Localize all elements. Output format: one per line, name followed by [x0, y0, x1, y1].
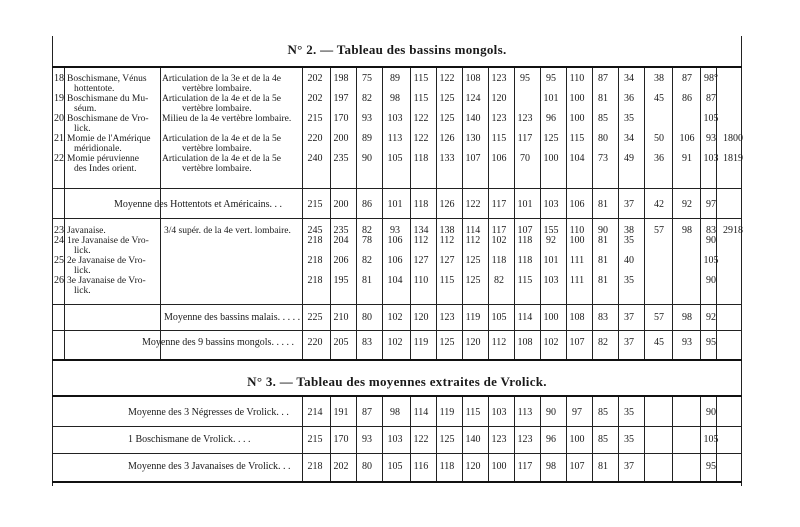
table3-rule-top — [52, 395, 742, 397]
table3-row-cell: 85 — [598, 407, 608, 418]
row-separator — [52, 426, 742, 427]
subject-name: Momie péruvienne — [67, 154, 140, 164]
table2-row-cell: 218 — [307, 275, 323, 286]
subject-name: méridionale. — [74, 144, 122, 154]
table2-row-cell: 90 — [706, 235, 716, 246]
page-rule-bottom — [52, 481, 742, 483]
row-number: 19 — [54, 93, 64, 104]
table2-row-cell: 112 — [465, 235, 481, 246]
table2-row-cell: 105 — [387, 153, 403, 164]
subject-name: séum. — [74, 104, 97, 114]
table2-row-cell: 115 — [517, 275, 533, 286]
table2-row-cell: 110 — [413, 275, 429, 286]
table2-row-cell: 114 — [465, 225, 481, 236]
table3-row-cell: 214 — [307, 407, 323, 418]
table2-row-cell: 100 — [543, 153, 559, 164]
row-number: 22 — [54, 153, 64, 164]
table2-row-cell: 235 — [333, 153, 349, 164]
table2-row-cell: 127 — [439, 255, 455, 266]
row-separator — [52, 218, 742, 219]
row-number: 23 — [54, 225, 64, 236]
table2-row-cell: 170 — [333, 113, 349, 124]
average-label: Moyenne des 3 Javanaises de Vrolick. . . — [128, 461, 291, 472]
average-cell: 220 — [307, 337, 323, 348]
table2-row-cell: 40 — [624, 255, 634, 266]
column-rule — [672, 68, 673, 359]
average-cell: 100 — [543, 312, 559, 323]
table2-row-cell: 118 — [517, 235, 533, 246]
subject-name: Momie de l'Amérique — [67, 134, 151, 144]
average-cell: 108 — [569, 312, 585, 323]
table2-row-cell: 130 — [465, 133, 481, 144]
table2-row-cell: 106 — [679, 133, 695, 144]
table2-row-cell: 111 — [569, 255, 585, 266]
table2-row-cell: 86 — [682, 93, 692, 104]
table2-row-cell: 118 — [413, 153, 429, 164]
table2-row-cell: 118 — [517, 255, 533, 266]
row-separator — [52, 453, 742, 454]
table2-row-cell: 120 — [491, 93, 507, 104]
table3-row-cell: 93 — [362, 434, 372, 445]
table2-row-cell: 82 — [362, 225, 372, 236]
average-cell: 126 — [439, 199, 455, 210]
table2-row-cell: 103 — [543, 275, 559, 286]
average-cell: 106 — [569, 199, 585, 210]
subject-name: lick. — [74, 286, 91, 296]
column-rule — [644, 68, 645, 359]
table2-row-cell: 110 — [569, 73, 585, 84]
average-cell: 57 — [654, 312, 664, 323]
table2-row-cell: 124 — [465, 93, 481, 104]
table3-row-cell: 116 — [413, 461, 429, 472]
average-cell: 95 — [706, 337, 716, 348]
average-cell: 80 — [362, 312, 372, 323]
average-cell: 225 — [307, 312, 323, 323]
table3-row-cell: 122 — [413, 434, 429, 445]
table2-row-cell: 198 — [333, 73, 349, 84]
table3-row-cell: 35 — [624, 407, 634, 418]
table2-row-cell: 123 — [491, 113, 507, 124]
table2-row-cell: 122 — [413, 133, 429, 144]
row-number: 25 — [54, 255, 64, 266]
table3-row-cell: 98 — [390, 407, 400, 418]
average-cell: 102 — [387, 337, 403, 348]
row-number: 18 — [54, 73, 64, 84]
table2-row-cell: 95 — [520, 73, 530, 84]
table2-row-cell: 110 — [569, 225, 585, 236]
table2-row-cell: 195 — [333, 275, 349, 286]
table2-row-cell: 81 — [598, 255, 608, 266]
subject-name: lick. — [74, 124, 91, 134]
table2-row-cell: 82 — [362, 93, 372, 104]
vertebra-articulation: Articulation de la 4e et de la 5e — [162, 154, 281, 164]
table3-row-cell: 120 — [465, 461, 481, 472]
table2-row-cell: 82 — [494, 275, 504, 286]
average-cell: 103 — [543, 199, 559, 210]
table3-row-cell: 114 — [413, 407, 429, 418]
table2-rule-bottom — [52, 359, 742, 361]
column-rule — [672, 397, 673, 481]
subject-name: lick. — [74, 246, 91, 256]
table2-row-cell: 90 — [598, 225, 608, 236]
table2-row-cell: 89 — [362, 133, 372, 144]
table2-row-cell: 98 — [682, 225, 692, 236]
table2-row-cell: 90 — [362, 153, 372, 164]
table2-row-cell: 38 — [654, 73, 664, 84]
subject-name: hottentote. — [74, 84, 115, 94]
table3-row-cell: 125 — [439, 434, 455, 445]
table2-row-cell: 100 — [569, 93, 585, 104]
table3-row-cell: 215 — [307, 434, 323, 445]
table2-row-cell: 85 — [598, 113, 608, 124]
table2-row-cell: 104 — [569, 153, 585, 164]
row-number: 26 — [54, 275, 64, 286]
table2-row-cell: 34 — [624, 133, 634, 144]
table2-row-cell: 78 — [362, 235, 372, 246]
table2-row-cell: 38 — [624, 225, 634, 236]
table2-row-cell: 113 — [387, 133, 403, 144]
table3-row-cell: 123 — [491, 434, 507, 445]
average-cell: 45 — [654, 337, 664, 348]
table2-row-cell: 115 — [413, 73, 429, 84]
table2-row-cell: 36 — [624, 93, 634, 104]
table2-row-cell: 112 — [439, 235, 455, 246]
average-cell: 105 — [491, 312, 507, 323]
table2-row-cell: 1819 — [723, 153, 743, 164]
table2-row-cell: 35 — [624, 113, 634, 124]
average-cell: 92 — [682, 199, 692, 210]
average-cell: 37 — [624, 199, 634, 210]
table3-row-cell: 100 — [491, 461, 507, 472]
table2-row-cell: 50 — [654, 133, 664, 144]
table2-row-cell: 240 — [307, 153, 323, 164]
table2-row-cell: 83 — [706, 225, 716, 236]
table3-row-cell: 100 — [569, 434, 585, 445]
average-cell: 120 — [413, 312, 429, 323]
table2-row-cell: 35 — [624, 275, 634, 286]
table2-row-cell: 108 — [465, 73, 481, 84]
subject-name: des Indes orient. — [74, 164, 137, 174]
table2-rule-top — [52, 66, 742, 68]
table3-row-cell: 202 — [333, 461, 349, 472]
subject-name: 3e Javanaise de Vro- — [67, 276, 146, 286]
table2-row-cell: 202 — [307, 73, 323, 84]
table3-row-cell: 95 — [706, 461, 716, 472]
subject-name: 2e Javanaise de Vro- — [67, 256, 146, 266]
table2-title: N° 2. — Tableau des bassins mongols. — [287, 42, 507, 57]
table2-row-cell: 106 — [387, 235, 403, 246]
table2-row-cell: 35 — [624, 235, 634, 246]
table2-row-cell: 93 — [706, 133, 716, 144]
table2-row-cell: 101 — [543, 93, 559, 104]
table2-row-cell: 106 — [491, 153, 507, 164]
table3-title: N° 3. — Tableau des moyennes extraites de Vrolick. — [247, 374, 547, 389]
table2-row-cell: 125 — [439, 93, 455, 104]
subject-name: Boschismane du Mu- — [67, 94, 149, 104]
average-label: 1 Boschismane de Vrolick. . . . — [128, 434, 251, 445]
table2-row-cell: 98 — [390, 93, 400, 104]
right-border — [741, 36, 742, 486]
table2-row-cell: 112 — [413, 235, 429, 246]
subject-name: lick. — [74, 266, 91, 276]
table2-row-cell: 36 — [654, 153, 664, 164]
table3-row-cell: 90 — [706, 407, 716, 418]
average-cell: 82 — [598, 337, 608, 348]
table2-row-cell: 125 — [465, 275, 481, 286]
table3-row-cell: 117 — [517, 461, 533, 472]
table2-row-cell: 34 — [624, 73, 634, 84]
column-rule — [644, 397, 645, 481]
table2-row-cell: 103 — [703, 153, 719, 164]
table2-row-cell: 125 — [439, 113, 455, 124]
average-cell: 83 — [598, 312, 608, 323]
table3-row-cell: 97 — [572, 407, 582, 418]
table2-row-cell: 2918 — [723, 225, 743, 236]
average-label: Moyenne des 9 bassins mongols. . . . . — [142, 337, 294, 348]
subject-name: Boschismane de Vro- — [67, 114, 149, 124]
table2-row-cell: 202 — [307, 93, 323, 104]
table2-row-cell: 87 — [598, 73, 608, 84]
table2-row-cell: 93 — [390, 225, 400, 236]
subject-name: 1re Javanaise de Vro- — [67, 236, 149, 246]
table2-row-cell: 98° — [704, 73, 718, 84]
row-number: 21 — [54, 133, 64, 144]
table3-row-cell: 170 — [333, 434, 349, 445]
subject-name: Boschismane, Vénus — [67, 74, 147, 84]
table2-row-cell: 106 — [387, 255, 403, 266]
table2-row-cell: 122 — [413, 113, 429, 124]
average-cell: 125 — [439, 337, 455, 348]
table2-row-cell: 200 — [333, 133, 349, 144]
table3-row-cell: 81 — [598, 461, 608, 472]
table3-row-cell: 80 — [362, 461, 372, 472]
table2-row-cell: 245 — [307, 225, 323, 236]
average-cell: 210 — [333, 312, 349, 323]
average-cell: 37 — [624, 312, 634, 323]
table2-row-cell: 82 — [362, 255, 372, 266]
average-cell: 37 — [624, 337, 634, 348]
table3-row-cell: 113 — [517, 407, 533, 418]
average-cell: 102 — [387, 312, 403, 323]
table2-row-cell: 118 — [491, 255, 507, 266]
average-cell: 122 — [465, 199, 481, 210]
table2-row-cell: 87 — [682, 73, 692, 84]
row-separator — [52, 304, 742, 305]
table2-row-cell: 123 — [517, 113, 533, 124]
table2-row-cell: 1800 — [723, 133, 743, 144]
table2-row-cell: 115 — [569, 133, 585, 144]
table2-row-cell: 57 — [654, 225, 664, 236]
average-cell: 215 — [307, 199, 323, 210]
table2-row-cell: 105 — [703, 255, 719, 266]
table2-row-cell: 90 — [706, 275, 716, 286]
vertebra-articulation: Milieu de la 4e vertèbre lombaire. — [162, 114, 292, 124]
average-cell: 119 — [465, 312, 481, 323]
average-cell: 119 — [413, 337, 429, 348]
table2-row-cell: 87 — [706, 93, 716, 104]
table2-row-cell: 115 — [491, 133, 507, 144]
table2-row-cell: 100 — [569, 113, 585, 124]
average-cell: 114 — [517, 312, 533, 323]
average-cell: 112 — [491, 337, 507, 348]
document-page — [52, 36, 742, 486]
vertebra-articulation: vertèbre lombaire. — [182, 164, 252, 174]
row-separator — [52, 330, 742, 331]
table2-row-cell: 125 — [543, 133, 559, 144]
average-cell: 102 — [543, 337, 559, 348]
average-cell: 98 — [682, 312, 692, 323]
table3-row-cell: 218 — [307, 461, 323, 472]
table2-row-cell: 107 — [465, 153, 481, 164]
row-number: 24 — [54, 235, 64, 246]
vertebra-articulation: vertèbre lombaire. — [182, 104, 252, 114]
table3-row-cell: 96 — [546, 434, 556, 445]
table2-row-cell: 133 — [439, 153, 455, 164]
column-rule — [160, 68, 161, 359]
table2-row-cell: 140 — [465, 113, 481, 124]
table2-row-cell: 134 — [413, 225, 429, 236]
average-cell: 92 — [706, 312, 716, 323]
column-rule — [64, 68, 65, 359]
table2-row-cell: 218 — [307, 255, 323, 266]
table2-row-cell: 127 — [413, 255, 429, 266]
table3-row-cell: 35 — [624, 434, 634, 445]
average-cell: 101 — [387, 199, 403, 210]
vertebra-articulation: Articulation de la 3e et de la 4e — [162, 74, 281, 84]
table2-row-cell: 92 — [546, 235, 556, 246]
average-cell: 117 — [491, 199, 507, 210]
table2-row-cell: 75 — [362, 73, 372, 84]
table3-row-cell: 107 — [569, 461, 585, 472]
table2-row-cell: 80 — [598, 133, 608, 144]
table2-row-cell: 96 — [546, 113, 556, 124]
table2-row-cell: 138 — [439, 225, 455, 236]
table3-row-cell: 87 — [362, 407, 372, 418]
average-cell: 86 — [362, 199, 372, 210]
table3-row-cell: 103 — [491, 407, 507, 418]
row-separator — [52, 188, 742, 189]
table2-row-cell: 107 — [517, 225, 533, 236]
table2-row-cell: 115 — [413, 93, 429, 104]
table3-row-cell: 103 — [387, 434, 403, 445]
table3-row-cell: 85 — [598, 434, 608, 445]
table3-row-cell: 118 — [439, 461, 455, 472]
vertebra-articulation: 3/4 supér. de la 4e vert. lombaire. — [164, 226, 291, 236]
vertebra-articulation: vertèbre lombaire. — [182, 144, 252, 154]
table2-row-cell: 70 — [520, 153, 530, 164]
table2-row-cell: 93 — [362, 113, 372, 124]
subject-name: Javanaise. — [67, 226, 106, 236]
average-cell: 123 — [439, 312, 455, 323]
table2-row-cell: 123 — [491, 73, 507, 84]
table3-row-cell: 90 — [546, 407, 556, 418]
table3-row-cell: 115 — [465, 407, 481, 418]
table2-row-cell: 102 — [491, 235, 507, 246]
table2-row-cell: 220 — [307, 133, 323, 144]
table3-row-cell: 140 — [465, 434, 481, 445]
table2-row-cell: 49 — [624, 153, 634, 164]
average-label: Moyenne des bassins malais. . . . . — [164, 312, 301, 323]
table3-row-cell: 191 — [333, 407, 349, 418]
average-cell: 97 — [706, 199, 716, 210]
table2-row-cell: 101 — [543, 255, 559, 266]
average-label: Moyenne des Hottentots et Américains. . . — [114, 199, 283, 210]
table3-row-cell: 105 — [387, 461, 403, 472]
table2-row-cell: 126 — [439, 133, 455, 144]
average-cell: 107 — [569, 337, 585, 348]
table3-row-cell: 105 — [703, 434, 719, 445]
table2-row-cell: 91 — [682, 153, 692, 164]
table2-row-cell: 103 — [387, 113, 403, 124]
average-cell: 93 — [682, 337, 692, 348]
table2-row-cell: 218 — [307, 235, 323, 246]
table2-row-cell: 215 — [307, 113, 323, 124]
table2-row-cell: 89 — [390, 73, 400, 84]
average-label: Moyenne des 3 Négresses de Vrolick. . . — [128, 407, 289, 418]
vertebra-articulation: Articulation de la 4e et de la 5e — [162, 134, 281, 144]
table2-row-cell: 125 — [465, 255, 481, 266]
table3-row-cell: 123 — [517, 434, 533, 445]
table2-row-cell: 73 — [598, 153, 608, 164]
average-cell: 81 — [598, 199, 608, 210]
table2-row-cell: 155 — [543, 225, 559, 236]
table2-row-cell: 105 — [703, 113, 719, 124]
table2-row-cell: 117 — [491, 225, 507, 236]
table2-row-cell: 235 — [333, 225, 349, 236]
table2-row-cell: 81 — [362, 275, 372, 286]
vertebra-articulation: vertèbre lombaire. — [182, 84, 252, 94]
table2-row-cell: 104 — [387, 275, 403, 286]
table2-row-cell: 122 — [439, 73, 455, 84]
table2-row-cell: 117 — [517, 133, 533, 144]
table2-row-cell: 115 — [439, 275, 455, 286]
average-cell: 101 — [517, 199, 533, 210]
row-number: 20 — [54, 113, 64, 124]
table2-row-cell: 95 — [546, 73, 556, 84]
vertebra-articulation: Articulation de la 4e et de la 5e — [162, 94, 281, 104]
average-cell: 83 — [362, 337, 372, 348]
table3-row-cell: 119 — [439, 407, 455, 418]
table2-row-cell: 81 — [598, 275, 608, 286]
average-cell: 120 — [465, 337, 481, 348]
table2-row-cell: 100 — [569, 235, 585, 246]
table3-row-cell: 37 — [624, 461, 634, 472]
left-border — [52, 36, 53, 486]
table2-row-cell: 204 — [333, 235, 349, 246]
average-cell: 108 — [517, 337, 533, 348]
average-cell: 200 — [333, 199, 349, 210]
table2-row-cell: 206 — [333, 255, 349, 266]
table2-row-cell: 111 — [569, 275, 585, 286]
table2-row-cell: 197 — [333, 93, 349, 104]
table2-row-cell: 81 — [598, 93, 608, 104]
average-cell: 118 — [413, 199, 429, 210]
average-cell: 205 — [333, 337, 349, 348]
table2-row-cell: 81 — [598, 235, 608, 246]
average-cell: 42 — [654, 199, 664, 210]
table3-row-cell: 98 — [546, 461, 556, 472]
table2-row-cell: 45 — [654, 93, 664, 104]
